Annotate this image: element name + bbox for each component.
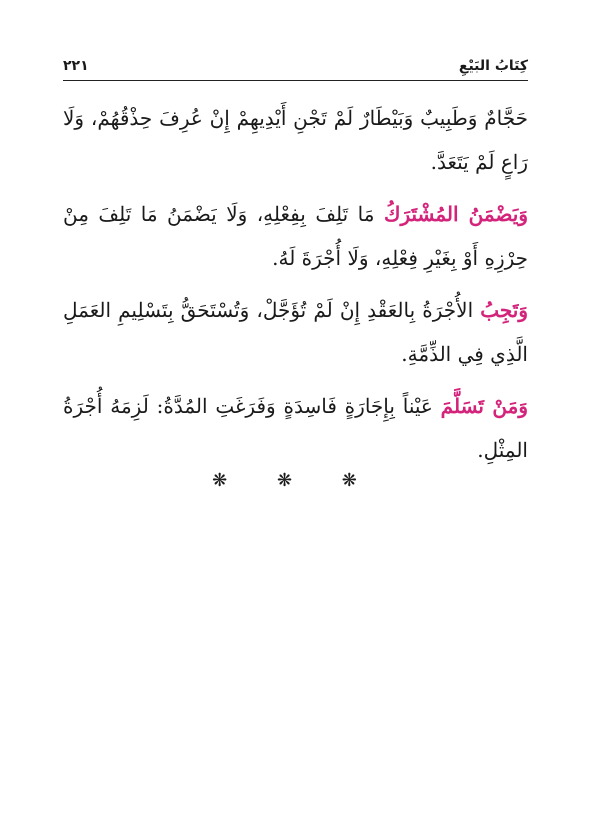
page-number: ٢٢١ bbox=[63, 58, 89, 74]
paragraph-2 bbox=[63, 192, 528, 280]
chapter-title: كِتَابُ البَيْعِ bbox=[458, 58, 528, 74]
matn-text: وَمَنْ تَسَلَّمَ bbox=[440, 394, 528, 418]
header-rule bbox=[63, 80, 528, 81]
commentary-text: مَا تَلِفَ بِفِعْلِهِ، وَلَا يَضْمَنُ مَا تَلِفَ مِنْ حِرْزِهِ أَوْ بِغَيْرِ فِعْلِهِ، وَلَا أُجْرَةَ لَهُ. bbox=[63, 202, 528, 270]
body-text bbox=[63, 96, 528, 480]
paragraph-1 bbox=[63, 96, 528, 184]
page-header bbox=[63, 56, 528, 78]
commentary-text: حَجَّامٌ وَطَبِيبٌ وَبَيْطَارٌ لَمْ تَجْنِ أَيْدِيهِمْ إِنْ عُرِفَ حِذْقُهُمْ، وَلَا رَاعٍ لَمْ يَتَعَدَّ. bbox=[63, 106, 528, 174]
commentary-text: الأُجْرَةُ بِالعَقْدِ إِنْ لَمْ تُؤَجَّلْ، وَتُسْتَحَقُّ بِتَسْلِيمِ العَمَلِ الَّذِي فِي الذِّمَّةِ. bbox=[63, 298, 528, 366]
commentary-text: عَيْناً بِإِجَارَةٍ فَاسِدَةٍ وَفَرَغَتِ المُدَّةُ: لَزِمَهُ أُجْرَةُ المِثْلِ. bbox=[63, 394, 528, 462]
paragraph-3 bbox=[63, 288, 528, 376]
matn-text: وَيَضْمَنُ المُشْتَرَكُ bbox=[383, 202, 528, 226]
matn-text: وَتَجِبُ bbox=[480, 298, 528, 322]
section-separator: ❋ ❋ ❋ bbox=[212, 470, 379, 491]
paragraph-4 bbox=[63, 384, 528, 472]
